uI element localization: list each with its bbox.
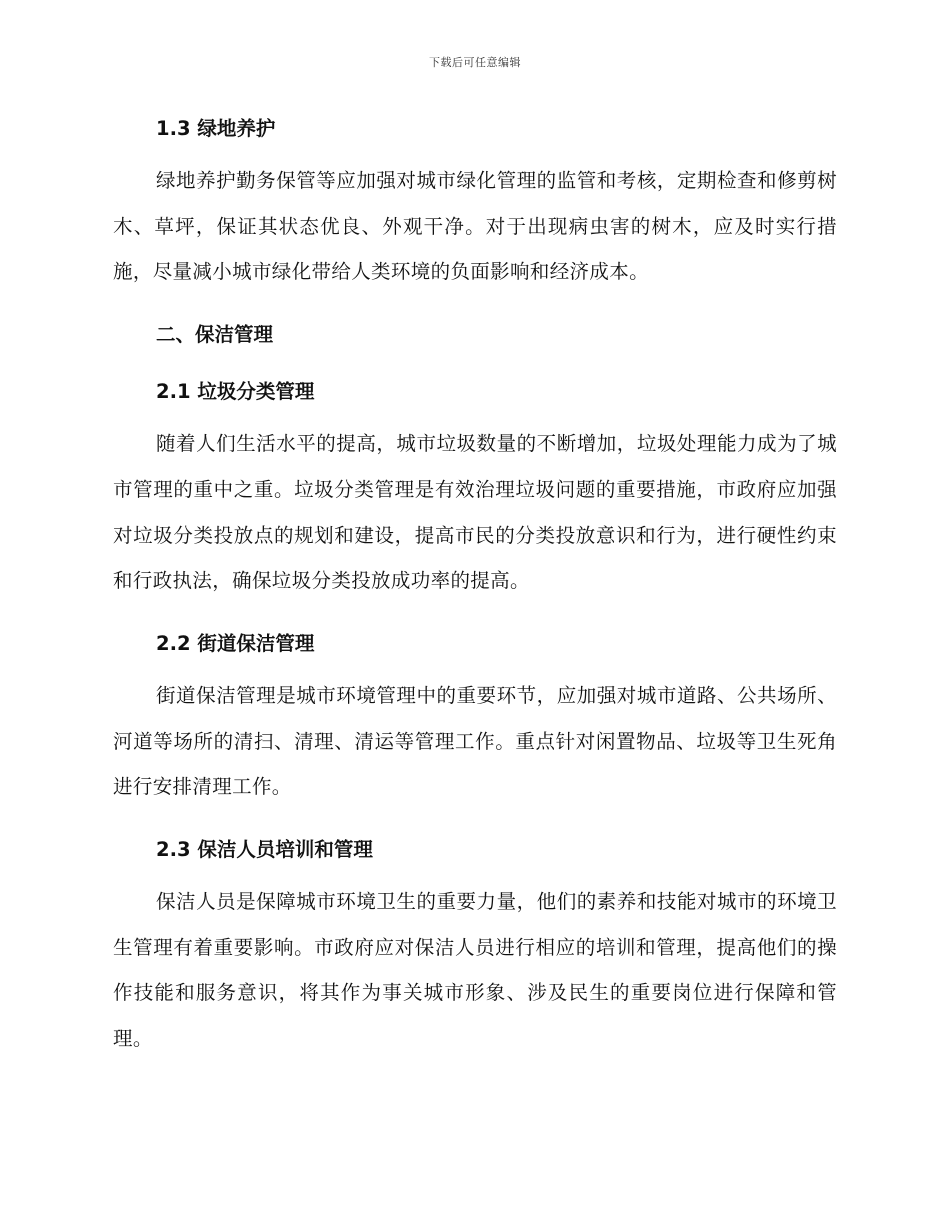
heading-2-1: 2.1 垃圾分类管理 [156, 380, 315, 404]
heading-section-2: 二、保洁管理 [156, 323, 274, 347]
heading-2-2: 2.2 街道保洁管理 [156, 631, 315, 655]
paragraph-2-3: 保洁人员是保障城市环境卫生的重要力量，他们的素养和技能对城市的环境卫生管理有着重要影响。市政府应对保洁人员进行相应的培训和管理，提高他们的操作技能和服务意识，将其作为事关城市形象、涉及民生的重要岗位进行保障和管理。 [113, 890, 837, 1051]
page-header-note: 下载后可任意编辑 [429, 56, 521, 69]
paragraph-2-2: 街道保洁管理是城市环境管理中的重要环节，应加强对城市道路、公共场所、河道等场所的清扫、清理、清运等管理工作。重点针对闲置物品、垃圾等卫生死角进行安排清理工作。 [113, 683, 837, 799]
paragraph-2-1: 随着人们生活水平的提高，城市垃圾数量的不断增加，垃圾处理能力成为了城市管理的重中之重。垃圾分类管理是有效治理垃圾问题的重要措施，市政府应加强对垃圾分类投放点的规划和建设，提高市民的分类投放意识和行为，进行硬性约束和行政执法，确保垃圾分类投放成功率的提高。 [113, 432, 837, 593]
heading-2-3: 2.3 保洁人员培训和管理 [156, 838, 373, 862]
document-body [113, 112, 837, 1062]
heading-1-3: 1.3 绿地养护 [156, 117, 276, 140]
paragraph-1-3: 绿地养护勤务保管等应加强对城市绿化管理的监管和考核，定期检查和修剪树木、草坪，保证其状态优良、外观干净。对于出现病虫害的树木，应及时实行措施，尽量减小城市绿化带给人类环境的负面影响和经济成本。 [113, 169, 837, 284]
